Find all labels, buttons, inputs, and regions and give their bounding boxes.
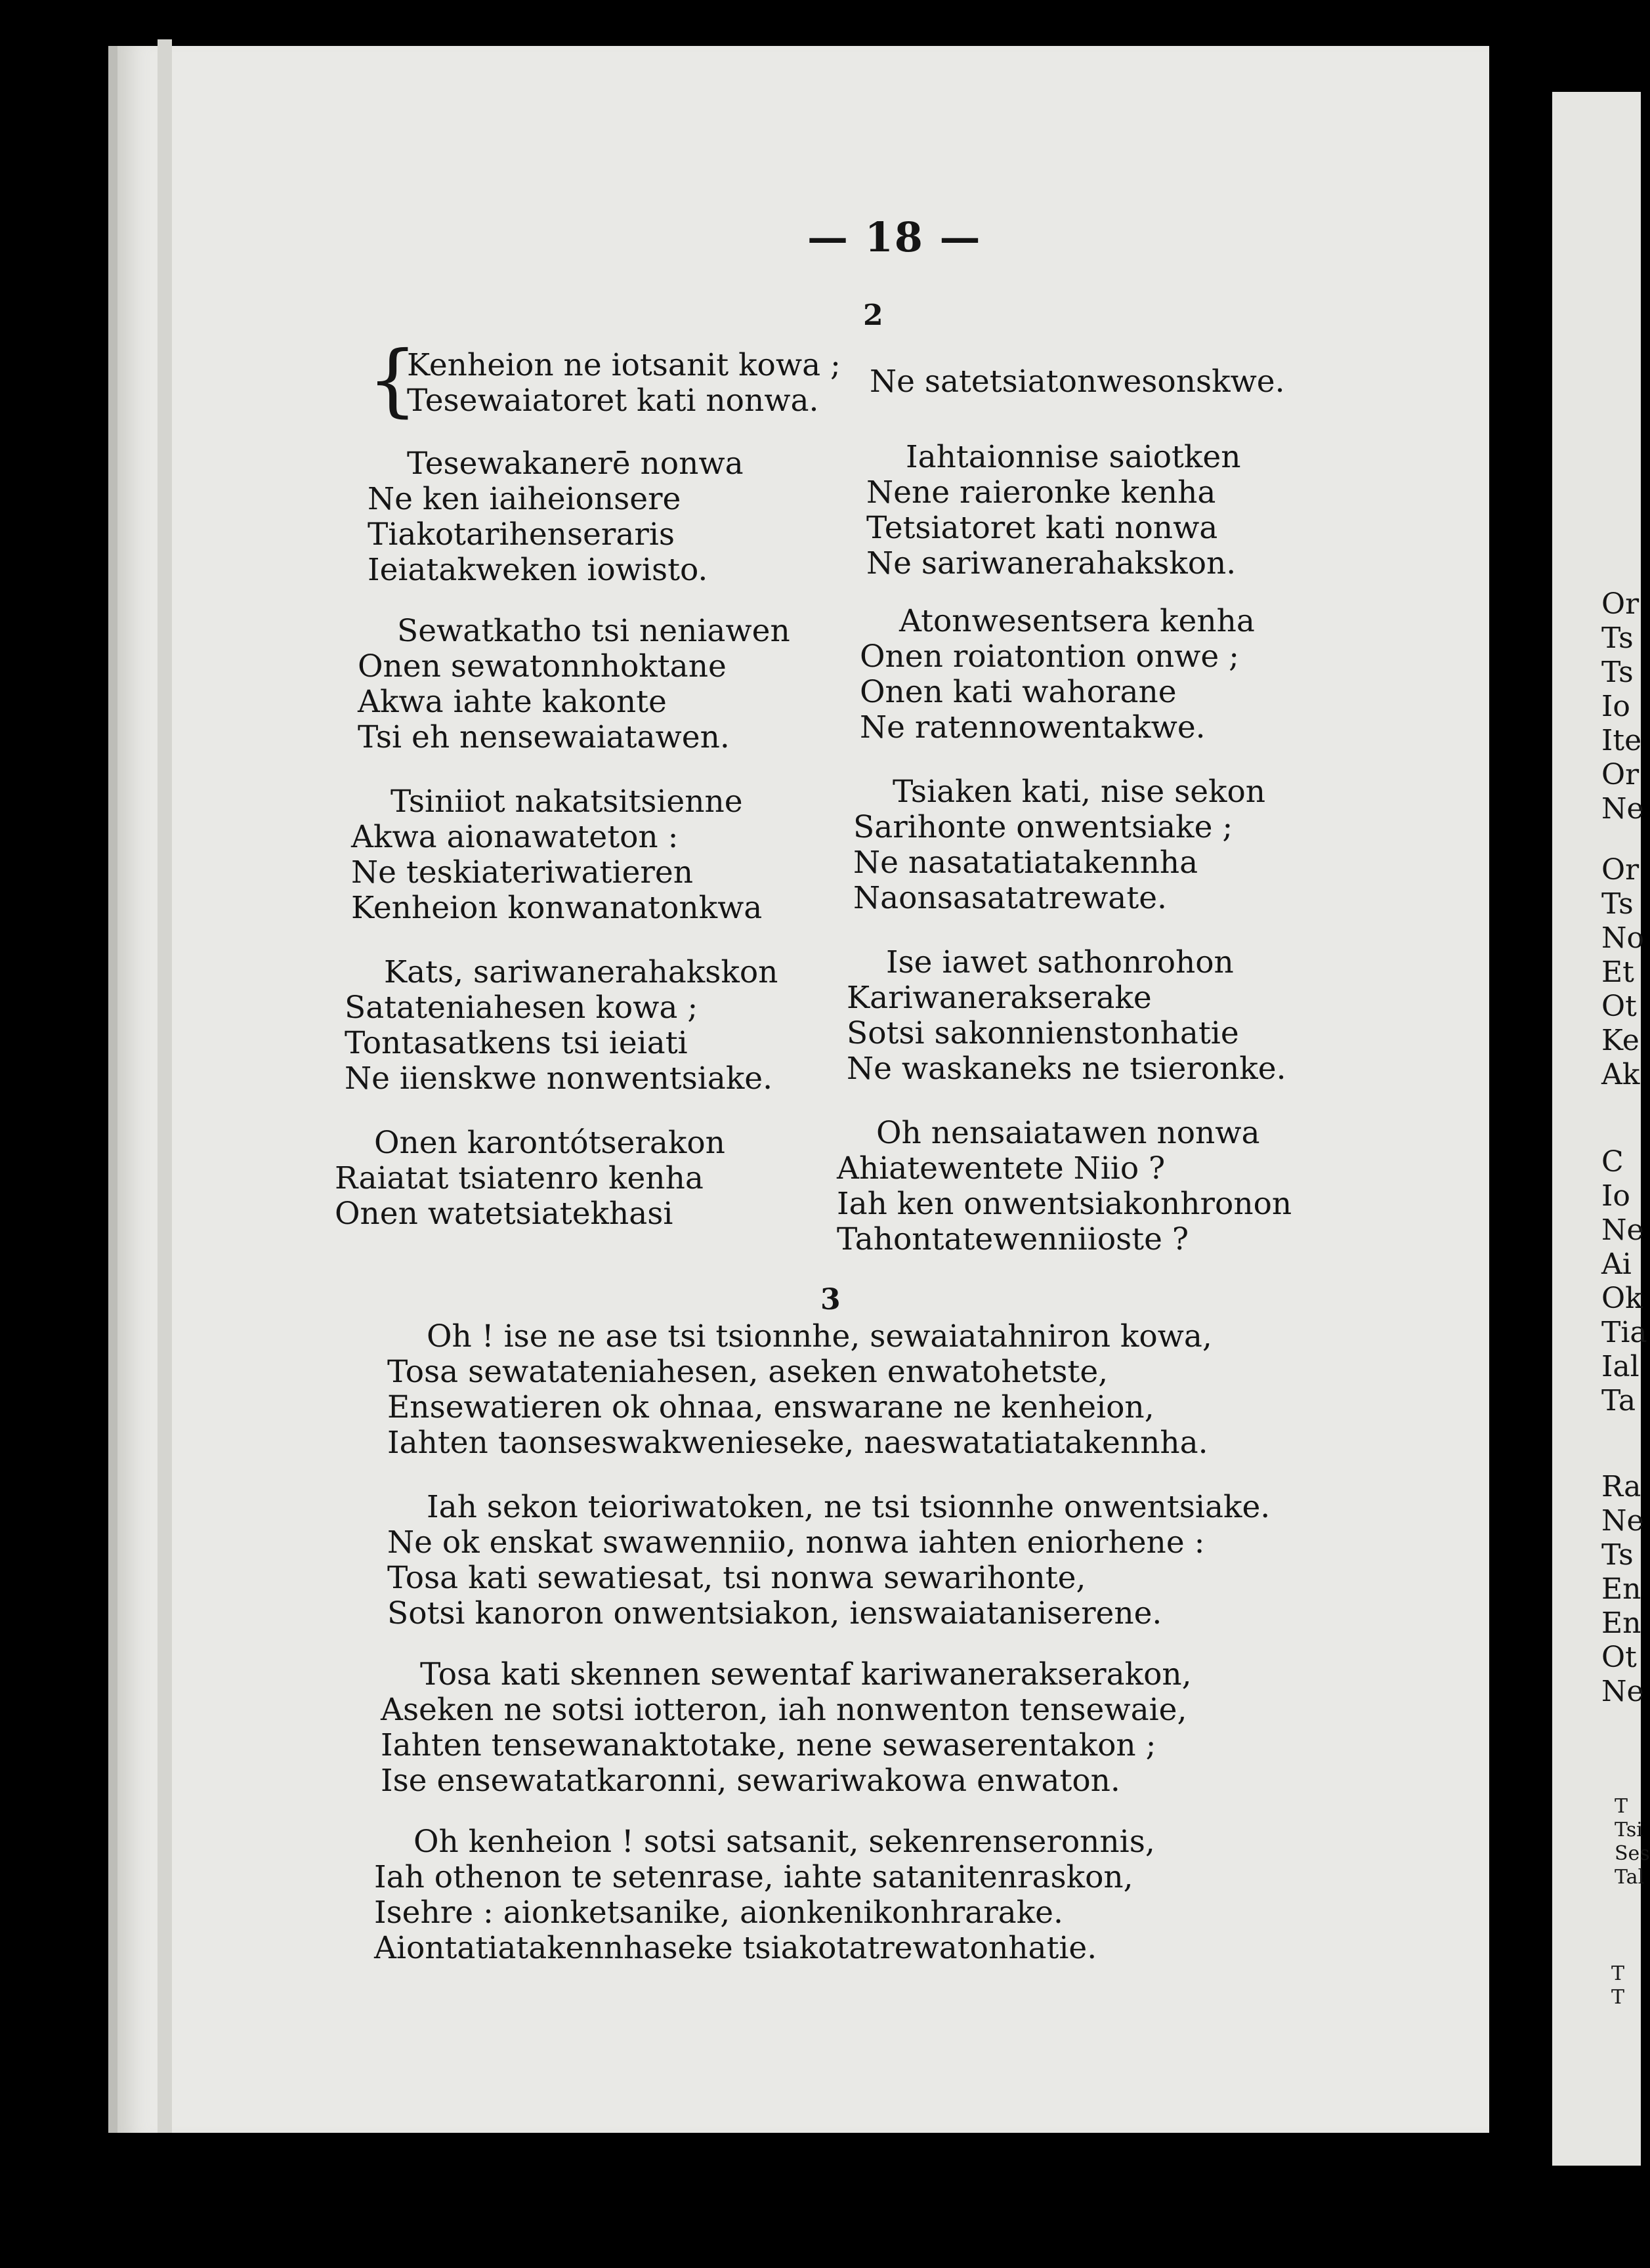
verse-line: Tahontatewenniioste ? (837, 1221, 1189, 1257)
facing-page-block-d (1601, 1470, 1644, 1709)
fragment: Tsi (1615, 1818, 1643, 1841)
fragment: Tia (1601, 1316, 1647, 1349)
verse-line: Iahten taonseswakwenieseke, naeswatatiatakennha. (387, 1425, 1208, 1461)
verse-line: Ensewatieren ok ohnaa, enswarane ne kenheion, (387, 1389, 1154, 1425)
verse-line: Sewatkatho tsi neniawen (397, 613, 790, 649)
verse-line: Tosa kati sewatiesat, tsi nonwa sewarihonte, (387, 1560, 1086, 1596)
verse-line: Onen karontótserakon (374, 1125, 725, 1161)
verse-line: Iahten tensewanaktotake, nene sewaserentakon ; (381, 1727, 1156, 1763)
verse-line: Tosa kati skennen sewentaf kariwanerakserakon, (420, 1656, 1192, 1692)
verse-line: Raiatat tsiatenro kenha (335, 1160, 704, 1196)
fragment: Ne (1601, 1675, 1644, 1708)
verse-line: Onen sewatonnhoktane (358, 648, 727, 684)
fragment: Ts (1601, 1538, 1634, 1572)
verse-line: Atonwesentsera kenha (899, 603, 1255, 639)
verse-line: Sotsi kanoron onwentsiakon, ienswaiataniserene. (387, 1595, 1162, 1631)
fragment: Ne (1601, 1504, 1644, 1538)
fragment: En (1601, 1572, 1641, 1606)
fragment: Ses (1615, 1842, 1650, 1865)
brace-icon: { (368, 335, 418, 426)
verse-line: Sarihonte onwentsiake ; (853, 809, 1233, 845)
fragment: Ial (1601, 1350, 1639, 1383)
facing-page-block-b (1601, 853, 1644, 1092)
fragment: Or (1601, 587, 1639, 621)
verse-line: Naonsasatatrewate. (853, 880, 1167, 916)
verse-line: Iah othenon te setenrase, iahte satanitenraskon, (374, 1859, 1133, 1895)
section-3-stanza-4 (374, 1824, 1306, 1966)
fragment: Tal (1615, 1866, 1645, 1889)
fragment: Io (1601, 1179, 1630, 1213)
left-stanza-1 (407, 348, 841, 419)
verse-line: Onen kati wahorane (860, 674, 1177, 710)
verse-line: Kats, sariwanerahakskon (384, 954, 778, 990)
facing-page-block-f (1611, 1962, 1624, 2009)
verse-line: Tiakotarihenseraris (368, 516, 675, 553)
right-stanza-1 (870, 364, 1285, 400)
facing-page-block-c (1601, 1145, 1647, 1418)
verse-line: Ne ok enskat swawenniio, nonwa iahten eniorhene : (387, 1524, 1205, 1561)
right-stanza-2 (866, 440, 1240, 581)
verse-line: Tontasatkens tsi ieiati (345, 1025, 688, 1061)
left-stanza-2 (368, 446, 744, 588)
verse-line: Ahiatewentete Niio ? (837, 1150, 1166, 1186)
fragment: Ot (1601, 990, 1637, 1023)
fragment: Ts (1601, 887, 1634, 921)
verse-line: Ise iawet sathonrohon (886, 944, 1234, 980)
right-stanza-4 (853, 774, 1265, 916)
fragment: Ra (1601, 1470, 1641, 1503)
verse-line: Tesewaiatoret kati nonwa. (407, 383, 819, 419)
fragment: No (1601, 921, 1644, 955)
verse-line: Akwa aionawateton : (351, 819, 679, 855)
verse-line: Tosa sewatateniahesen, aseken enwatohetste, (387, 1354, 1109, 1390)
verse-line: Oh nensaiatawen nonwa (876, 1115, 1260, 1151)
page-number: — 18 — (807, 213, 982, 261)
fragment: Et (1601, 956, 1634, 989)
verse-line: Onen watetsiatekhasi (335, 1196, 673, 1232)
verse-line: Tsi eh nensewaiatawen. (358, 719, 730, 755)
verse-line: Satateniahesen kowa ; (345, 990, 698, 1026)
verse-line: Ieiatakweken iowisto. (368, 552, 708, 588)
left-stanza-5 (345, 955, 778, 1097)
verse-line: Iahtaionnise saiotken (906, 439, 1241, 475)
verse-line: Tsiaken kati, nise sekon (893, 774, 1266, 810)
verse-line: Ne teskiateriwatieren (351, 854, 693, 891)
verse-line: Ne iienskwe nonwentsiake. (345, 1060, 773, 1097)
page-stack-edge (158, 39, 172, 2133)
section-3-stanza-2 (387, 1490, 1319, 1631)
verse-line: Isehre : aionketsanike, aionkenikonhrarake. (374, 1895, 1063, 1931)
verse-line: Iah ken onwentsiakonhronon (837, 1186, 1292, 1222)
right-stanza-6 (837, 1116, 1292, 1257)
verse-line: Nene raieronke kenha (866, 474, 1216, 511)
fragment: T (1611, 1986, 1625, 2009)
fragment: T (1615, 1795, 1628, 1818)
verse-line: Iah sekon teioriwatoken, ne tsi tsionnhe onwentsiake. (427, 1489, 1271, 1525)
verse-line: Ne ratennowentakwe. (860, 709, 1206, 746)
verse-line: Tesewakanerē nonwa (407, 446, 744, 482)
verse-line: Akwa iahte kakonte (358, 684, 667, 720)
fragment: Ai (1601, 1248, 1632, 1281)
verse-line: Onen roiatontion onwe ; (860, 639, 1239, 675)
right-stanza-5 (847, 945, 1286, 1087)
verse-line: Sotsi sakonnienstonhatie (847, 1015, 1239, 1051)
fragment: Or (1601, 758, 1639, 791)
fragment: Ot (1601, 1641, 1637, 1674)
fragment: En (1601, 1606, 1641, 1640)
fragment: Ne (1601, 792, 1644, 826)
verse-line: Oh ! ise ne ase tsi tsionnhe, sewaiatahniron kowa, (427, 1318, 1212, 1354)
fragment: Or (1601, 853, 1639, 887)
verse-line: Ne waskaneks ne tsieronke. (847, 1051, 1286, 1087)
section-3-stanza-1 (387, 1319, 1319, 1461)
verse-line: Tetsiatoret kati nonwa (866, 510, 1218, 546)
fragment: C (1601, 1145, 1624, 1179)
verse-line: Oh kenheion ! sotsi satsanit, sekenrenseronnis, (413, 1824, 1155, 1860)
fragment: Ite (1601, 724, 1642, 757)
left-stanza-4 (351, 784, 762, 926)
fragment: Ak (1601, 1058, 1640, 1091)
verse-line: Ne sariwanerahakskon. (866, 545, 1237, 581)
fragment: T (1611, 1962, 1625, 1985)
fragment: Ne (1601, 1213, 1644, 1247)
verse-line: Ne satetsiatonwesonskwe. (870, 364, 1285, 400)
fragment: Ke (1601, 1024, 1639, 1057)
left-stanza-3 (358, 614, 790, 755)
verse-line: Aseken ne sotsi iotteron, iah nonwenton tensewaie, (381, 1692, 1187, 1728)
verse-line: Tsiniiot nakatsitsienne (391, 784, 743, 820)
right-stanza-3 (860, 604, 1255, 746)
section-number-2: 2 (863, 299, 883, 332)
verse-line: Ne nasatatiatakennha (853, 845, 1198, 881)
verse-line: Kariwanerakserake (847, 980, 1152, 1016)
section-3-stanza-3 (381, 1657, 1313, 1799)
verse-line: Ne ken iaiheionsere (368, 481, 681, 517)
verse-line: Kenheion konwanatonkwa (351, 890, 763, 926)
verse-line: Aiontatiatakennhaseke tsiakotatrewatonhatie. (374, 1930, 1097, 1966)
section-number-3: 3 (820, 1283, 841, 1316)
fragment: Ok (1601, 1282, 1643, 1315)
facing-page-block-e (1615, 1795, 1650, 1889)
fragment: Ts (1601, 621, 1634, 655)
fragment: Io (1601, 690, 1630, 723)
facing-page-block-a (1601, 587, 1644, 826)
fragment: Ts (1601, 656, 1634, 689)
verse-line: Kenheion ne iotsanit kowa ; (407, 347, 841, 383)
verse-line: Ise ensewatatkaronni, sewariwakowa enwaton. (381, 1763, 1120, 1799)
fragment: Ta (1601, 1384, 1636, 1418)
left-stanza-6 (335, 1125, 725, 1232)
